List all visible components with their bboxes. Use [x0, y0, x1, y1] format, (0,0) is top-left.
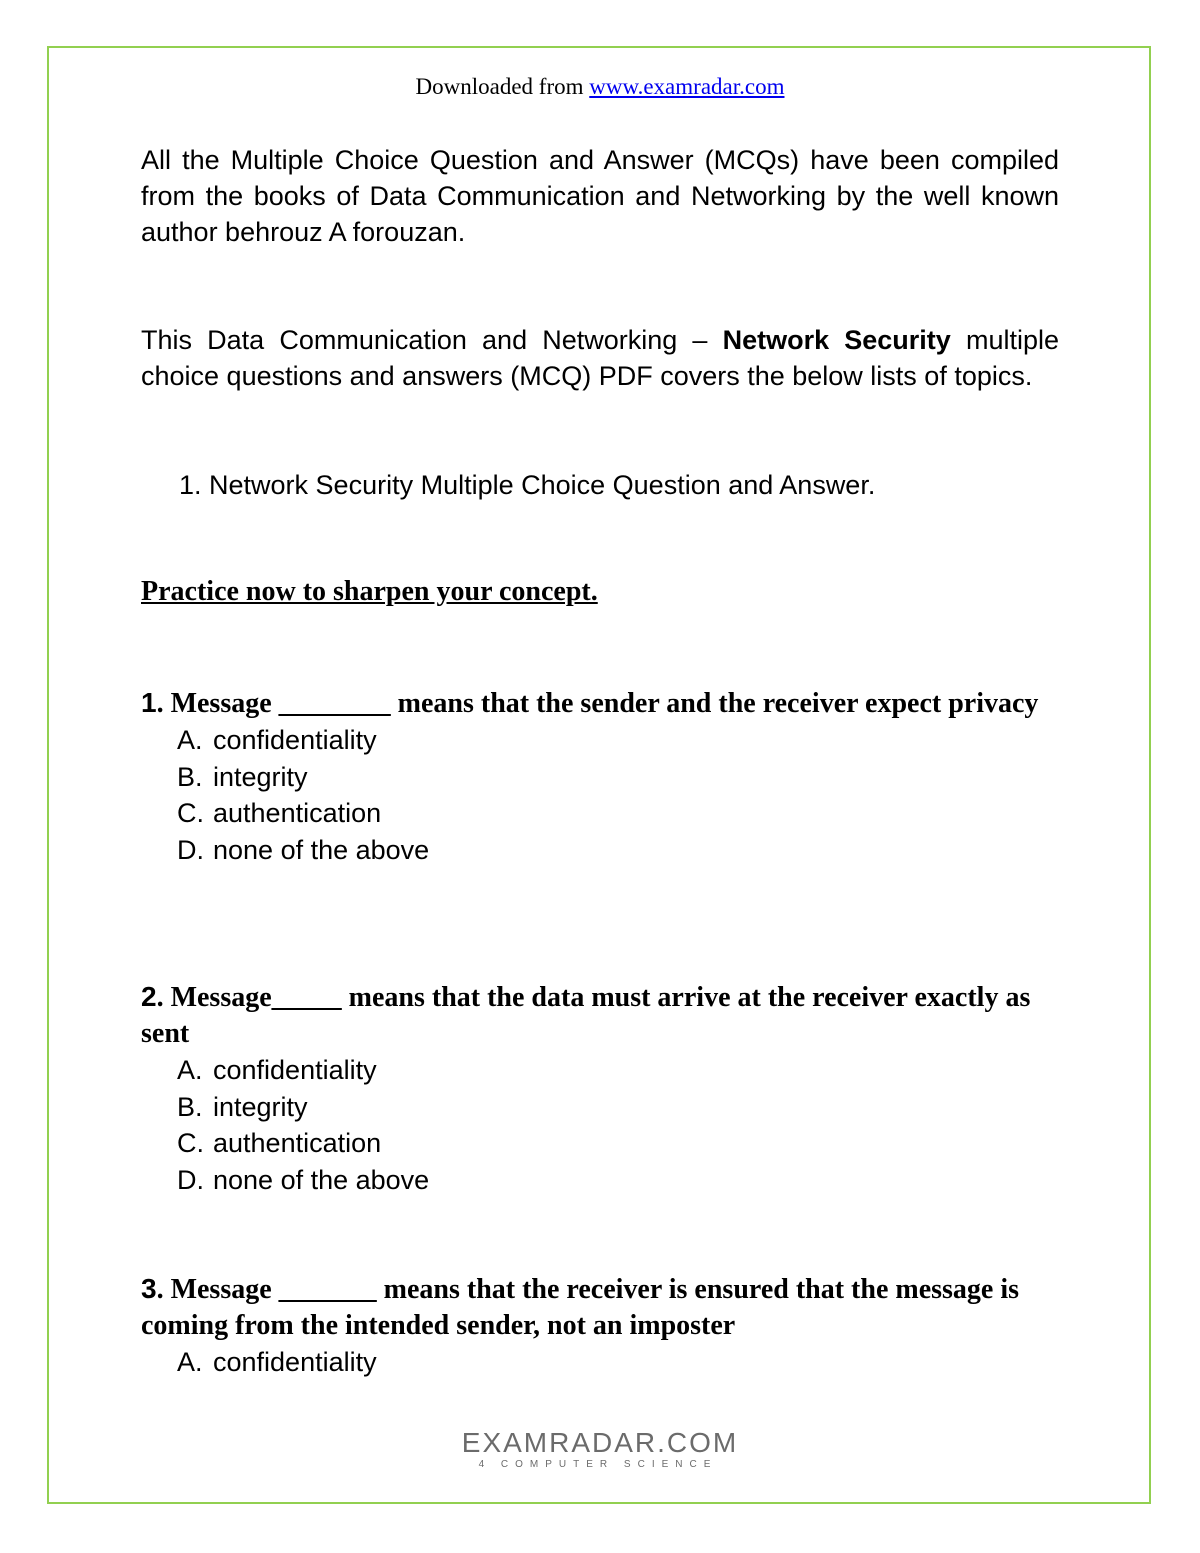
option-text: integrity: [213, 761, 308, 792]
option-letter: A.: [177, 725, 203, 755]
question-2: [141, 979, 1059, 1198]
question-stem: . Message _______ means that the receiver is ensured that the message is coming from the intended sender, not an imposter: [141, 1274, 1020, 1341]
option-text: authentication: [213, 798, 382, 828]
question-stem: . Message_____ means that the data must arrive at the receiver exactly as sent: [141, 982, 1031, 1049]
option-list: [141, 722, 1059, 868]
option-text: authentication: [213, 1128, 382, 1158]
option-letter: A.: [177, 1055, 203, 1085]
option-c[interactable]: [141, 795, 1059, 832]
download-header: [0, 74, 1200, 100]
option-letter: C.: [177, 798, 204, 828]
option-text: confidentiality: [213, 1347, 377, 1377]
option-text: none of the above: [213, 834, 430, 865]
question-text: [141, 979, 1059, 1052]
option-letter: B.: [177, 1091, 203, 1122]
examradar-link[interactable]: www.examradar.com: [589, 74, 785, 99]
download-prefix: Downloaded from: [415, 74, 590, 99]
topic-item: 1. Network Security Multiple Choice Question and Answer.: [179, 470, 876, 500]
option-c[interactable]: [141, 1125, 1059, 1162]
question-text: [141, 685, 1059, 722]
option-letter: D.: [177, 1164, 204, 1195]
logo-tagline: 4 COMPUTER SCIENCE: [478, 1459, 718, 1470]
question-stem: . Message ________ means that the sender and the receiver expect privacy: [156, 688, 1039, 719]
option-letter: D.: [177, 834, 204, 865]
coverage-paragraph: [141, 322, 1059, 394]
option-d[interactable]: [141, 832, 1059, 869]
option-b[interactable]: [141, 759, 1059, 796]
option-letter: B.: [177, 761, 203, 792]
question-text: [141, 1271, 1059, 1344]
option-letter: A.: [177, 1347, 203, 1377]
question-number: 3: [141, 1273, 157, 1304]
intro-paragraph: All the Multiple Choice Question and Answer (MCQs) have been compiled from the books of Data Communication and Networking by the well known author behrouz A forouzan.: [141, 145, 1059, 247]
option-a[interactable]: [141, 1052, 1059, 1089]
coverage-after: multiple choice questions and answers (MCQ) PDF covers the below lists of topics.: [141, 325, 1059, 391]
option-text: confidentiality: [213, 725, 377, 755]
option-a[interactable]: [141, 722, 1059, 759]
examradar-logo: [0, 1428, 1200, 1472]
option-b[interactable]: [141, 1089, 1059, 1126]
coverage-bold: Network Security: [722, 325, 951, 355]
option-list: [141, 1052, 1059, 1198]
option-text: integrity: [213, 1091, 308, 1122]
question-number: 2: [141, 981, 157, 1012]
coverage-before: This Data Communication and Networking –: [141, 325, 723, 355]
question-1: [141, 685, 1059, 868]
option-text: none of the above: [213, 1164, 430, 1195]
option-d[interactable]: [141, 1162, 1059, 1199]
option-a[interactable]: [141, 1344, 1059, 1381]
practice-heading: Practice now to sharpen your concept.: [141, 576, 598, 607]
question-number: 1: [141, 687, 157, 718]
option-list: [141, 1344, 1059, 1381]
option-text: confidentiality: [213, 1055, 377, 1085]
question-3: [141, 1271, 1059, 1381]
option-letter: C.: [177, 1128, 204, 1158]
logo-main-text: EXAMRADAR.COM: [461, 1427, 739, 1458]
